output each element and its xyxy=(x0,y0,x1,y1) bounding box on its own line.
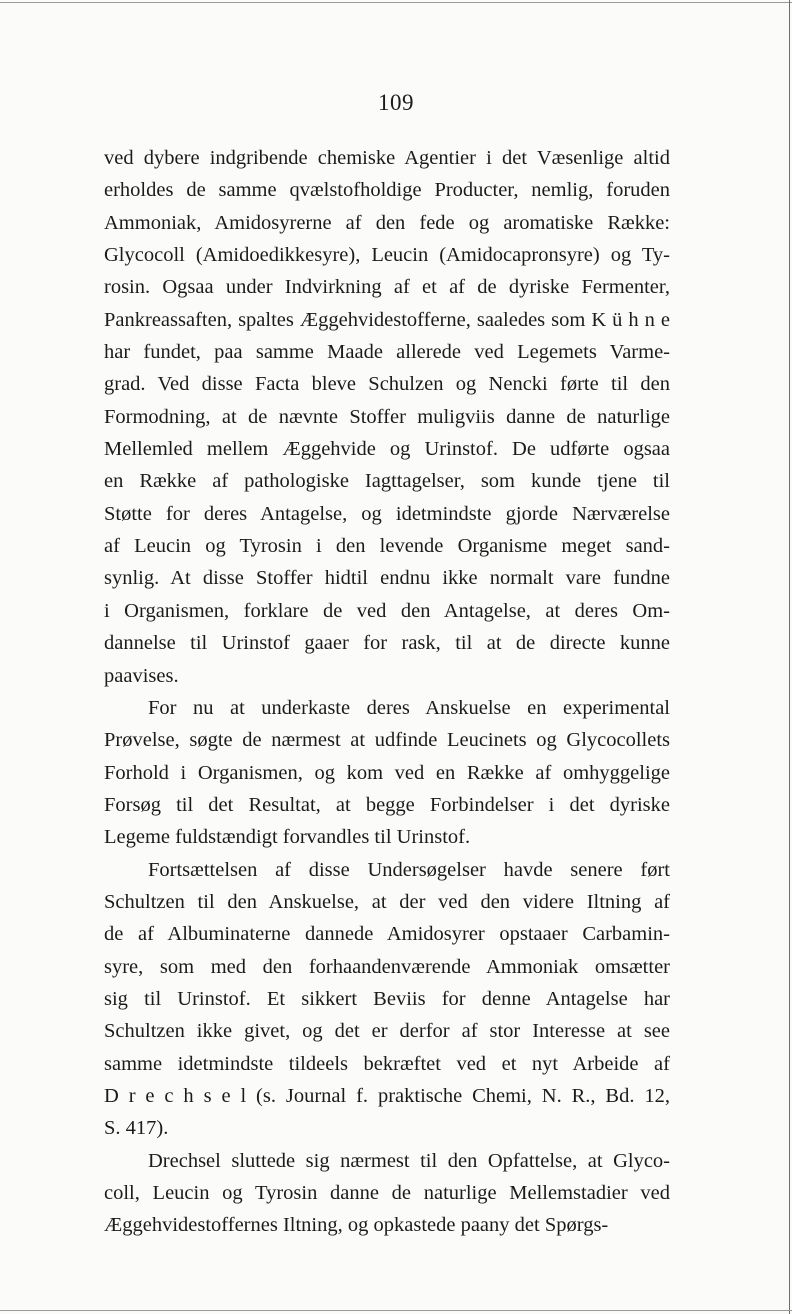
text-line: rosin. Ogsaa under Indvirkning af et af de dyriske Fermenter, xyxy=(104,276,670,299)
text-line: Prøvelse, søgte de nærmest at udfinde Leucinets og Glycocollets xyxy=(104,729,670,752)
text-line: For nu at underkaste deres Anskuelse en experimental xyxy=(148,696,670,719)
text-line: ved dybere indgribende chemiske Agentier i det Væsenlige altid xyxy=(104,147,670,169)
text-line: syre, som med den forhaandenværende Ammoniak omsætter xyxy=(104,955,670,978)
page-number: 109 xyxy=(378,90,414,115)
text-line: Schultzen ikke givet, og det er derfor af stor Interesse at see xyxy=(104,1020,670,1043)
paragraph-p4 xyxy=(104,1145,670,1242)
scan-border-bottom xyxy=(0,1310,792,1311)
text-line: D r e c h s e l (s. Journal f. praktische Chemi, N. R., Bd. 12, xyxy=(104,1084,670,1107)
text-line: paavises. xyxy=(104,664,179,687)
text-line: Drechsel sluttede sig nærmest til den Opfattelse, at Glyco- xyxy=(148,1149,670,1172)
text-line: Pankreassaften, spaltes Æggehvidestofferne, saaledes som K ü h n e xyxy=(104,308,670,331)
text-line: Støtte for deres Antagelse, og idetmindste gjorde Nærværelse xyxy=(104,502,670,525)
text-line: dannelse til Urinstof gaaer for rask, til at de directe kunne xyxy=(104,632,670,655)
text-line: synlig. At disse Stoffer hidtil endnu ikke normalt vare fundne xyxy=(104,567,670,590)
text-line: samme idetmindste tildeels bekræftet ved et nyt Arbeide af xyxy=(104,1052,670,1075)
text-line: coll, Leucin og Tyrosin danne de naturlige Mellemstadier ved xyxy=(104,1182,670,1204)
text-line: Formodning, at de nævnte Stoffer muligviis danne de naturlige xyxy=(104,405,670,428)
scan-border-top xyxy=(0,2,792,3)
text-line: af Leucin og Tyrosin i den levende Organisme meget sand- xyxy=(104,535,670,558)
text-line: sig til Urinstof. Et sikkert Beviis for denne Antagelse har xyxy=(104,987,670,1010)
scan-border-right xyxy=(789,0,790,1314)
text-line: erholdes de samme qvælstofholdige Producter, nemlig, foruden xyxy=(104,179,670,202)
text-line: har fundet, paa samme Maade allerede ved Legemets Varme- xyxy=(104,341,670,364)
text-line: de af Albuminaterne dannede Amidosyrer opstaaer Carbamin- xyxy=(104,923,670,946)
text-line: en Række af pathologiske Iagttagelser, som kunde tjene til xyxy=(104,470,670,493)
text-line: Legeme fuldstændigt forvandles til Urinstof. xyxy=(104,826,471,849)
text-line: Fortsættelsen af disse Undersøgelser havde senere ført xyxy=(148,858,670,881)
text-line: Forhold i Organismen, og kom ved en Række af omhyggelige xyxy=(104,761,670,784)
text-line: i Organismen, forklare de ved den Antagelse, at deres Om- xyxy=(104,599,670,622)
text-line: grad. Ved disse Facta bleve Schulzen og Nencki førte til den xyxy=(104,373,670,396)
text-line: Æggehvidestoffernes Iltning, og opkastede paany det Spørgs- xyxy=(104,1214,609,1237)
body-text xyxy=(104,142,670,1242)
paragraph-p1 xyxy=(104,142,670,692)
text-line: S. 417). xyxy=(104,1117,169,1140)
text-line: Mellemled mellem Æggehvide og Urinstof. De udførte ogsaa xyxy=(104,438,670,461)
paragraph-p2 xyxy=(104,692,670,854)
text-line: Schultzen til den Anskuelse, at der ved den videre Iltning af xyxy=(104,890,670,913)
paragraph-p3 xyxy=(104,854,670,1145)
text-line: Forsøg til det Resultat, at begge Forbindelser i det dyriske xyxy=(104,793,670,816)
text-line: Glycocoll (Amidoedikkesyre), Leucin (Amidocapronsyre) og Ty- xyxy=(104,244,670,267)
text-line: Ammoniak, Amidosyrerne af den fede og aromatiske Række: xyxy=(104,211,670,234)
